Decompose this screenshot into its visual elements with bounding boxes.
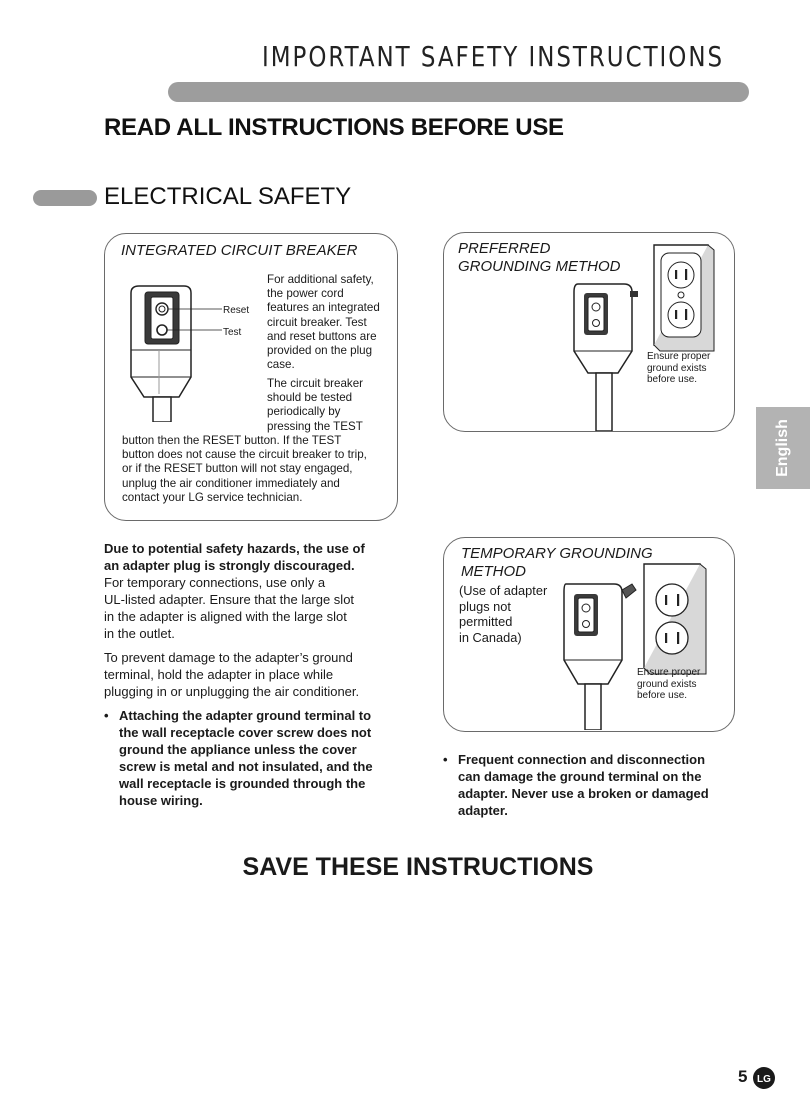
text-line: or if the RESET button will not stay engaged, — [122, 462, 353, 476]
text-line: case. — [267, 358, 295, 372]
breaker-paragraph-2 — [267, 377, 363, 434]
text-line: The circuit breaker — [267, 377, 364, 390]
bullet-item — [443, 751, 743, 819]
text-line: TEMPORARY GROUNDING — [461, 545, 653, 562]
text-line: and reset buttons are — [267, 329, 377, 343]
bullet-dot: • — [104, 708, 109, 723]
preferred-grounding-box — [443, 232, 735, 432]
adapter-warning-text — [104, 540, 414, 809]
right-bullet-text — [443, 751, 743, 819]
temporary-ground-note — [637, 667, 700, 702]
text-line: before use. — [647, 374, 698, 386]
text-line: GROUNDING METHOD — [458, 258, 621, 275]
text-line: features an integrated — [267, 301, 380, 315]
preferred-ground-note — [647, 351, 710, 386]
page-header-title: IMPORTANT SAFETY INSTRUCTIONS — [262, 40, 725, 73]
header-bar-decoration — [168, 82, 749, 102]
text-line: ground the appliance unless the cover — [119, 742, 357, 757]
text-line: Due to potential safety hazards, the use of — [104, 541, 365, 556]
section-pill-decoration — [33, 190, 97, 206]
text-line: an adapter plug is strongly discouraged. — [104, 558, 355, 573]
reset-label: Reset — [223, 305, 250, 316]
text-line: For temporary connections, use only a — [104, 575, 326, 590]
text-line: ground exists — [647, 362, 707, 374]
language-tab — [756, 407, 810, 489]
temporary-grounding-subtitle — [459, 583, 547, 645]
text-line: Ensure proper — [647, 351, 711, 362]
text-line: before use. — [637, 690, 688, 702]
text-line: METHOD — [461, 563, 526, 580]
text-line: (Use of adapter — [459, 583, 548, 598]
lg-logo-icon — [752, 1066, 776, 1090]
lg-logo-text: LG — [757, 1074, 771, 1085]
circuit-breaker-box — [104, 233, 398, 521]
text-line: contact your LG service technician. — [122, 490, 303, 504]
text-line: UL-listed adapter. Ensure that the large slot — [104, 592, 355, 607]
text-line: button does not cause the circuit breaker to trip, — [122, 448, 367, 462]
text-line: pressing the TEST — [267, 419, 363, 433]
breaker-plug-illustration — [129, 282, 250, 422]
text-line: ground exists — [637, 678, 697, 690]
text-line: in the outlet. — [104, 626, 175, 641]
text-line: provided on the plug — [267, 344, 373, 358]
breaker-paragraph-2-continued — [122, 434, 367, 505]
text-line: permitted — [459, 614, 513, 630]
text-line: the wall receptacle cover screw does not — [119, 725, 372, 740]
text-line: button then the RESET button. If the TEST — [122, 434, 342, 447]
text-line: Attaching the adapter ground terminal to — [119, 708, 372, 723]
text-line: adapter. Never use a broken or damaged — [458, 786, 709, 801]
text-line: should be tested — [267, 391, 353, 405]
text-line: terminal, hold the adapter in place while — [104, 667, 334, 682]
test-label: Test — [223, 327, 242, 338]
temporary-grounding-illustration — [556, 560, 732, 730]
bullet-dot: • — [443, 752, 448, 767]
save-instructions-heading: SAVE THESE INSTRUCTIONS — [242, 853, 594, 881]
text-line: Frequent connection and disconnection — [458, 752, 706, 767]
text-line: can damage the ground terminal on the — [458, 769, 702, 784]
text-line: in the adapter is aligned with the large slot — [104, 609, 347, 624]
text-line: in Canada) — [459, 629, 522, 645]
text-line: plugs not — [459, 598, 511, 614]
text-line: house wiring. — [119, 793, 203, 808]
read-all-heading: READ ALL INSTRUCTIONS BEFORE USE — [104, 114, 564, 141]
text-line: adapter. — [458, 803, 508, 818]
text-line: plugging in or unplugging the air conditioner. — [104, 684, 360, 699]
text-line: the power cord — [267, 287, 344, 301]
page-number: 5 — [738, 1067, 748, 1086]
text-line: circuit breaker. Test — [267, 315, 367, 329]
text-line: unplug the air conditioner immediately and — [122, 476, 340, 490]
text-line: Ensure proper — [637, 667, 701, 678]
section-title: ELECTRICAL SAFETY — [104, 183, 352, 210]
language-tab-label: English — [774, 419, 791, 477]
breaker-paragraph-1 — [267, 273, 380, 372]
text-line: periodically by — [267, 405, 341, 419]
text-line: To prevent damage to the adapter’s ground — [104, 650, 353, 665]
circuit-breaker-title: INTEGRATED CIRCUIT BREAKER — [121, 242, 358, 259]
text-line: wall receptacle is grounded through the — [119, 776, 366, 791]
text-line: screw is metal and not insulated, and the — [119, 759, 373, 774]
preferred-grounding-illustration — [568, 241, 728, 431]
temporary-grounding-box — [443, 537, 735, 732]
text-line: For additional safety, — [267, 273, 374, 286]
text-line: PREFERRED — [458, 240, 551, 257]
bullet-item — [104, 707, 414, 809]
